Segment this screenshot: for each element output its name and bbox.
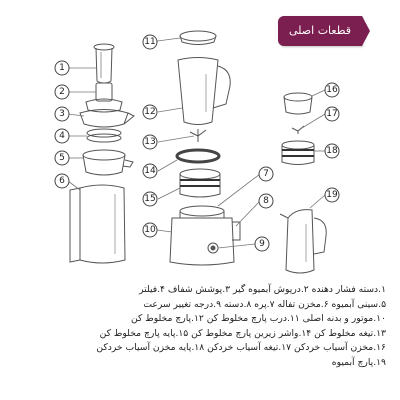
- pusher-part: [94, 44, 114, 83]
- callout-10: [143, 223, 157, 237]
- svg-text:5: 5: [59, 153, 65, 163]
- svg-text:12: 12: [144, 107, 156, 117]
- pulp-container-part: [70, 185, 125, 263]
- svg-text:14: 14: [144, 166, 156, 176]
- legend-line: ۱۰.موتور و بدنه اصلی ۱۱.درب پارچ مخلوط کن ۱۲.پارچ مخلوط کن: [130, 313, 386, 325]
- juice-tray-part: [83, 150, 133, 175]
- svg-text:13: 13: [144, 137, 156, 147]
- svg-text:16: 16: [326, 85, 338, 95]
- callout-9: [255, 237, 269, 251]
- callout-5: [55, 151, 69, 165]
- callout-3: [55, 107, 69, 121]
- callout-16: [325, 83, 339, 97]
- grinder-base-part: [282, 141, 314, 165]
- callout-17: [325, 107, 339, 121]
- blender-blade-part: [190, 129, 206, 142]
- legend-line: ۱۹.پارچ آبمیوه: [331, 356, 386, 368]
- jug-lid-part: [180, 31, 216, 45]
- svg-text:4: 4: [59, 131, 65, 141]
- svg-text:9: 9: [259, 239, 265, 249]
- svg-text:11: 11: [144, 37, 156, 47]
- grinder-blade-part: [292, 126, 304, 134]
- callout-2: [55, 85, 69, 99]
- callout-13: [143, 135, 157, 149]
- svg-text:10: 10: [144, 225, 156, 235]
- parts-legend: [8, 283, 386, 371]
- legend-line: ۱.دسته فشار دهنده ۲.درپوش آبمیوه گیر ۳.پوشش شفاف ۴.فیلتر: [139, 284, 386, 295]
- callout-7: [259, 167, 273, 181]
- jug-gasket-part: [177, 150, 219, 162]
- callout-19: [325, 188, 339, 202]
- callout-14: [143, 164, 157, 178]
- callout-11: [143, 35, 157, 49]
- callout-1: [55, 61, 69, 75]
- callout-18: [325, 144, 339, 158]
- filter-part: [87, 129, 121, 142]
- blender-jug-part: [178, 58, 230, 125]
- svg-text:7: 7: [263, 169, 269, 179]
- svg-text:6: 6: [59, 176, 65, 186]
- section-title-badge: قطعات اصلی: [278, 16, 362, 46]
- motor-base-part: [170, 206, 240, 265]
- svg-text:15: 15: [144, 194, 156, 204]
- svg-text:18: 18: [326, 146, 338, 156]
- svg-text:3: 3: [59, 109, 65, 119]
- juice-jug-part: [280, 210, 326, 273]
- callout-15: [143, 192, 157, 206]
- grinder-container-part: [284, 93, 312, 114]
- svg-text:8: 8: [263, 196, 269, 206]
- callout-4: [55, 129, 69, 143]
- svg-text:2: 2: [59, 87, 65, 97]
- legend-line: ۱۶.مخزن آسیاب خردکن ۱۷.تیغه آسیاب خردکن ۱۸.پایه مخزن آسیاب خردکن: [96, 342, 386, 354]
- svg-text:19: 19: [326, 190, 338, 200]
- jug-base-part: [180, 169, 220, 197]
- legend-line: ۵.سینی آبمیوه ۶.مخزن تفاله ۷.پره ۸.دسته ۹.درجه تغییر سرعت: [143, 298, 386, 310]
- juicer-cover-part: [86, 83, 122, 112]
- callout-8: [259, 194, 273, 208]
- callout-6: [55, 174, 69, 188]
- svg-text:17: 17: [326, 109, 338, 119]
- svg-text:1: 1: [59, 63, 65, 73]
- legend-line: ۱۳.تیغه مخلوط کن ۱۴.واشر زیرین پارچ مخلوط کن ۱۵.پایه پارچ مخلوط کن: [99, 327, 386, 339]
- callout-12: [143, 105, 157, 119]
